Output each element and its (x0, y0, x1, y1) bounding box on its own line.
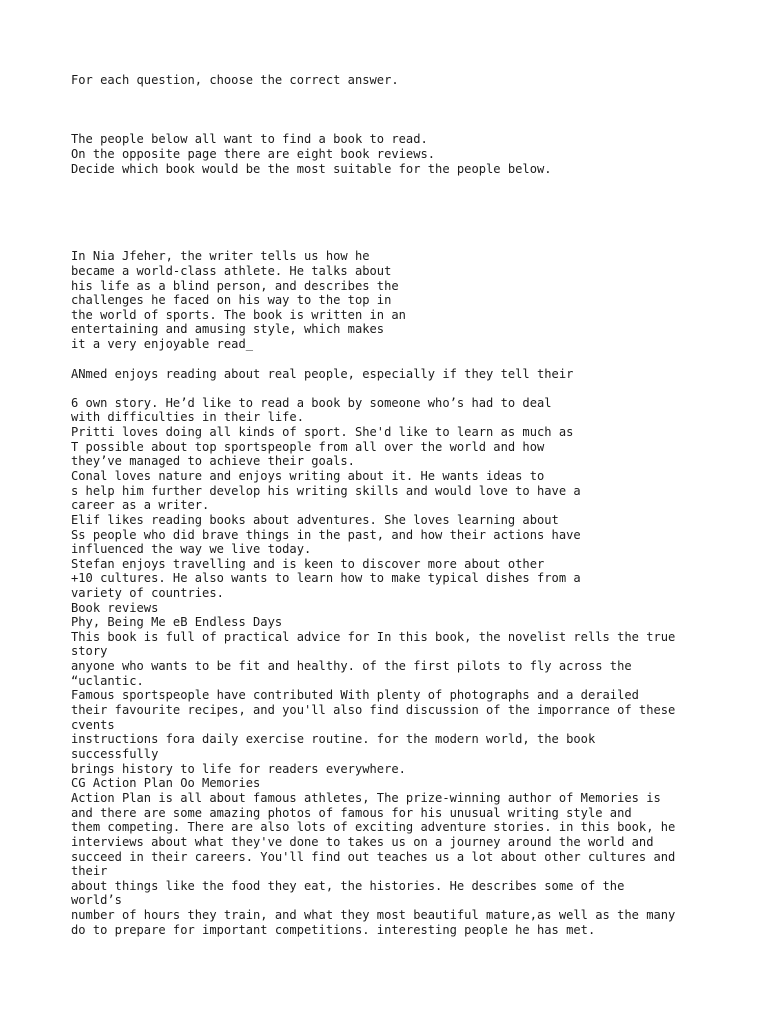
review-line: interviews about what they've done to takes us on a journey around the world and (71, 835, 654, 849)
review-line: brings history to life for readers everywhere. (71, 762, 406, 776)
person-line: 6 own story. He’d like to read a book by someone who’s had to deal (71, 396, 552, 410)
person-line: Stefan enjoys travelling and is keen to discover more about other (71, 557, 545, 571)
person-line: Elif likes reading books about adventures. She loves learning about (71, 513, 559, 527)
example-line: it a very enjoyable read_ (71, 337, 254, 351)
person-line: Ss people who did brave things in the past, and how their actions have (71, 528, 581, 542)
review-line: world’s (71, 893, 122, 907)
review-line: successfully (71, 747, 159, 761)
review-line: cvents (71, 718, 115, 732)
person-line: ANmed enjoys reading about real people, especially if they tell their (71, 367, 574, 381)
review-line: This book is full of practical advice for In this book, the novelist rells the true (71, 630, 676, 644)
example-line: the world of sports. The book is written in an (71, 308, 406, 322)
review-line: Action Plan is all about famous athletes, The prize-winning author of Memories is (71, 791, 661, 805)
example-line: entertaining and amusing style, which makes (71, 322, 385, 336)
person-line: career as a writer. (71, 498, 210, 512)
example-line: became a world-class athlete. He talks about (71, 264, 392, 278)
person-line: influenced the way we live today. (71, 542, 312, 556)
review-line: their favourite recipes, and you'll also find discussion of the imporrance of these (71, 703, 676, 717)
person-line: T possible about top sportspeople from all over the world and how (71, 440, 545, 454)
person-line: with difficulties in their life. (71, 410, 304, 424)
review-line: story (71, 644, 108, 658)
person-line: variety of countries. (71, 586, 224, 600)
review-line: “uclantic. (71, 674, 144, 688)
review-line: Famous sportspeople have contributed With plenty of photographs and a derailed (71, 688, 639, 702)
example-line: his life as a blind person, and describes the (71, 279, 399, 293)
review-line: them competing. There are also lots of exciting adventure stories. in this book, he (71, 820, 676, 834)
person-line: Pritti loves doing all kinds of sport. She'd like to learn as much as (71, 425, 574, 439)
person-line: s help him further develop his writing skills and would love to have a (71, 484, 581, 498)
review-line: their (71, 864, 108, 878)
section-heading: Book reviews (71, 601, 159, 615)
review-line: do to prepare for important competitions. interesting people he has met. (71, 923, 596, 937)
review-line: anyone who wants to be fit and healthy. of the first pilots to fly across the (71, 659, 632, 673)
review-line: and there are some amazing photos of famous for his unusual writing style and (71, 806, 632, 820)
review-line: number of hours they train, and what they most beautiful mature,as well as the many (71, 908, 676, 922)
example-line: In Nia Jfeher, the writer tells us how he (71, 249, 370, 263)
review-line: succeed in their careers. You'll find out teaches us a lot about other cultures and (71, 850, 676, 864)
person-line: they’ve managed to achieve their goals. (71, 454, 355, 468)
review-titles: CG Action Plan Oo Memories (71, 776, 261, 790)
example-line: challenges he faced on his way to the top in (71, 293, 392, 307)
intro-line: Decide which book would be the most suitable for the people below. (71, 162, 552, 176)
person-line: Conal loves nature and enjoys writing about it. He wants ideas to (71, 469, 545, 483)
review-line: about things like the food they eat, the histories. He describes some of the (71, 879, 625, 893)
review-line: instructions fora daily exercise routine. for the modern world, the book (71, 732, 596, 746)
instruction-heading: For each question, choose the correct answer. (71, 73, 399, 87)
review-titles: Phy, Being Me eB Endless Days (71, 615, 283, 629)
intro-line: On the opposite page there are eight book reviews. (71, 147, 436, 161)
intro-line: The people below all want to find a book to read. (71, 132, 428, 146)
person-line: +10 cultures. He also wants to learn how to make typical dishes from a (71, 571, 581, 585)
